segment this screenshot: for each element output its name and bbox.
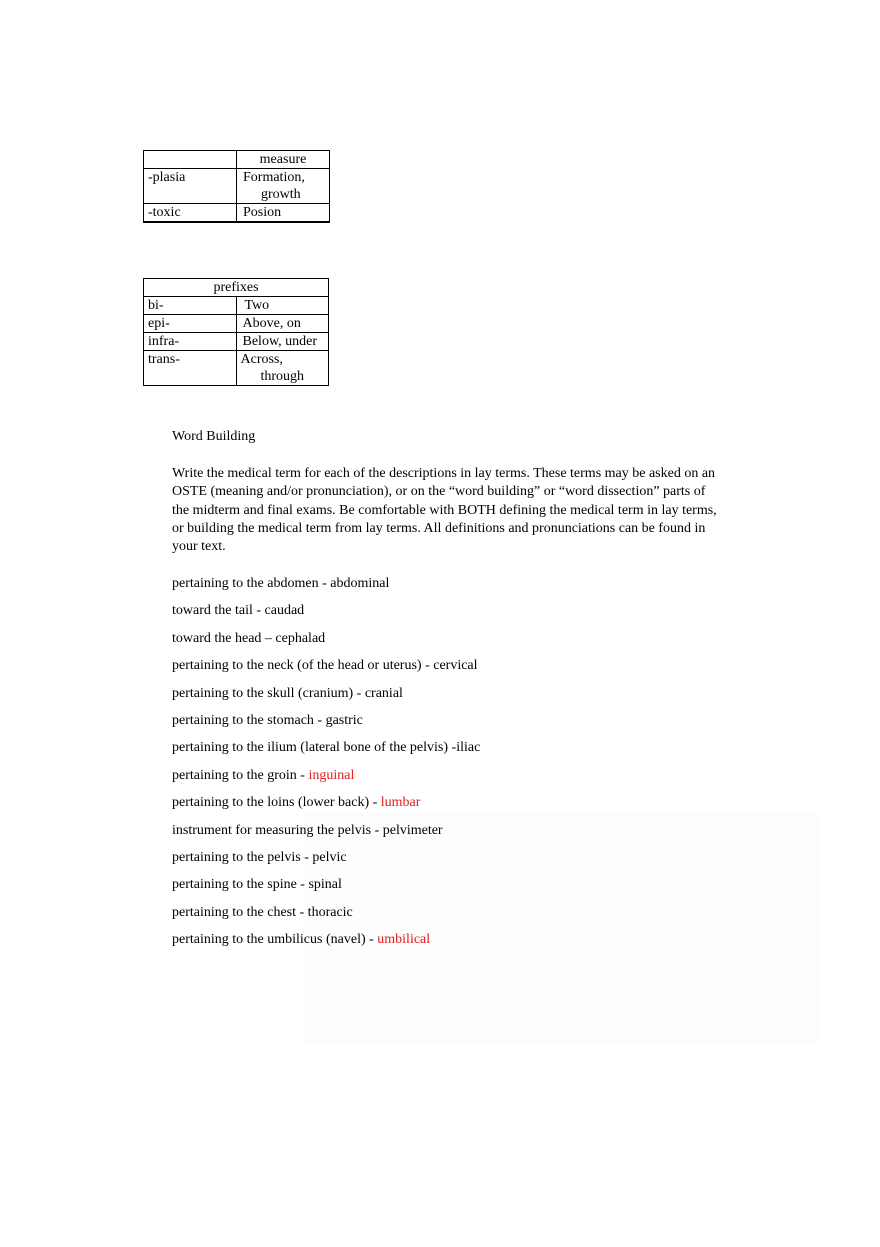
term-line xyxy=(172,767,354,785)
term-description: toward the head – cephalad xyxy=(172,630,326,646)
term-cell: -plasia xyxy=(144,169,237,204)
term-line xyxy=(172,739,480,757)
term-description: instrument for measuring the pelvis - pelvimeter xyxy=(172,822,443,838)
suffix-table xyxy=(143,150,330,223)
table-header-row xyxy=(144,279,329,297)
term-cell: bi- xyxy=(144,297,237,315)
meaning-cell: Two xyxy=(236,297,329,315)
term-cell xyxy=(144,151,237,169)
term-line xyxy=(172,849,347,867)
table-row xyxy=(144,204,330,222)
term-line xyxy=(172,602,304,620)
table-header: prefixes xyxy=(144,279,329,297)
prefix-table xyxy=(143,278,329,386)
table-row xyxy=(144,169,330,204)
term-description: pertaining to the umbilicus (navel) - xyxy=(172,932,378,948)
meaning-cell: Below, under xyxy=(236,333,329,351)
term-description: pertaining to the skull (cranium) - cranial xyxy=(172,685,403,701)
term-cell: trans- xyxy=(144,351,237,386)
term-line xyxy=(172,712,363,730)
term-description: pertaining to the abdomen - abdominal xyxy=(172,576,390,591)
meaning-cell xyxy=(236,351,329,386)
term-cell xyxy=(144,222,237,223)
term-cell: infra- xyxy=(144,333,237,351)
term-answer: inguinal xyxy=(308,767,355,783)
term-description: pertaining to the pelvis - pelvic xyxy=(172,850,347,865)
term-line xyxy=(172,685,403,703)
term-description: pertaining to the stomach - gastric xyxy=(172,713,363,728)
table-row xyxy=(144,351,329,386)
meaning-cell: measure xyxy=(237,151,330,169)
table-row xyxy=(144,222,330,223)
term-line xyxy=(172,904,353,922)
meaning-cell xyxy=(237,169,330,204)
term-line xyxy=(172,657,478,675)
background-panel xyxy=(303,812,819,1044)
term-description: pertaining to the groin - xyxy=(172,767,309,783)
term-description: pertaining to the neck (of the head or uterus) - cervical xyxy=(172,658,478,674)
word-building-heading: Word Building xyxy=(172,429,256,444)
term-description: pertaining to the ilium (lateral bone of the pelvis) -iliac xyxy=(172,740,481,756)
term-cell: epi- xyxy=(144,315,237,333)
table-row xyxy=(144,315,329,333)
term-description: pertaining to the loins (lower back) - xyxy=(172,795,381,811)
term-cell: -toxic xyxy=(144,204,237,222)
term-description: pertaining to the spine - spinal xyxy=(172,877,342,893)
term-line xyxy=(172,822,443,840)
meaning-line: Formation, xyxy=(243,170,305,185)
meaning-cell: Posion xyxy=(237,204,330,222)
table-row xyxy=(144,333,329,351)
meaning-cell: Above, on xyxy=(236,315,329,333)
table-row xyxy=(144,151,330,169)
table-row xyxy=(144,297,329,315)
meaning-line: Across, xyxy=(240,352,283,367)
meaning-cell xyxy=(237,222,330,223)
term-description: toward the tail - caudad xyxy=(172,603,305,619)
term-description: pertaining to the chest - thoracic xyxy=(172,904,353,920)
term-line xyxy=(172,794,420,812)
term-line xyxy=(172,931,430,949)
term-answer: lumbar xyxy=(380,795,421,811)
term-line xyxy=(172,876,342,894)
term-line xyxy=(172,575,389,593)
term-answer: umbilical xyxy=(377,932,431,948)
term-line xyxy=(172,630,325,648)
word-building-intro: Write the medical term for each of the descriptions in lay terms. These terms may be asked on an OSTE (meaning and/or pronunciation), or on the “word building” or “word dissection” parts of the midterm and final exams. Be comfortable with BOTH defining the medical term in lay terms, or building the medical term from lay terms. All definitions and pronunciations can be found in your text. xyxy=(172,466,717,555)
meaning-line: through xyxy=(260,369,305,384)
meaning-line: growth xyxy=(261,187,301,202)
